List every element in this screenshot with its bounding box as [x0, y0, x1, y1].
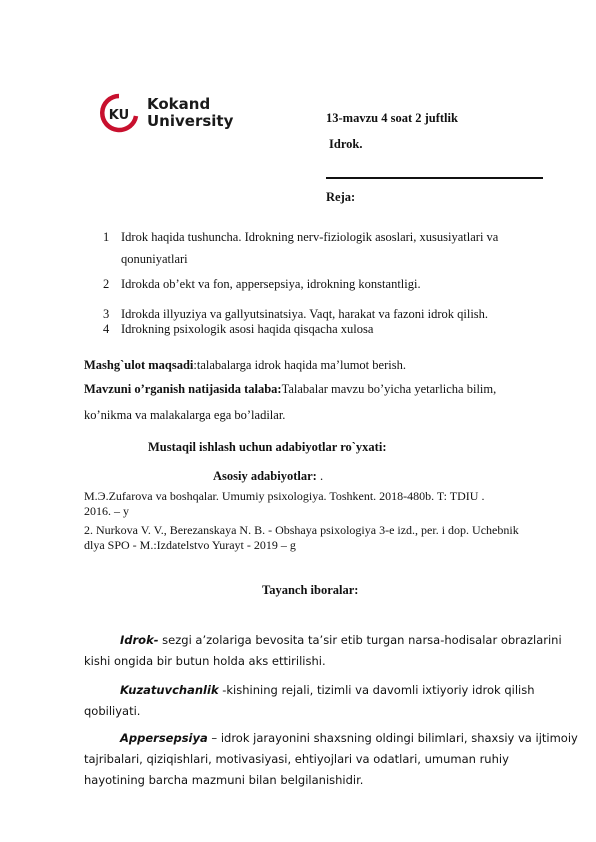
learning-result-line2: ko’nikma va malakalarga ega bo’ladilar. — [84, 408, 286, 422]
keywords-heading: Tayanch iboralar: — [262, 583, 359, 597]
keyword-definition: -kishining rejali, tizimli va davomli ixtiyoriy idrok qilish — [218, 683, 535, 697]
header-divider — [326, 177, 543, 179]
plan-number: 3 — [103, 307, 110, 321]
plan-number: 2 — [103, 277, 110, 291]
reference-1-line-1: M.Э.Zufarova va boshqalar. Umumiy psixologiya. Toshkent. 2018-480b. T: TDIU . — [84, 489, 485, 503]
logo-mark: KU — [108, 108, 130, 123]
topic-line: 13-mavzu 4 soat 2 juftlik — [326, 111, 458, 125]
main-literature-heading: Asosiy adabiyotlar: . — [213, 469, 324, 483]
keyword-idrok: Idrok- sezgi a’zolariga bevosita ta’sir etib turgan narsa-hodisalar obrazlarini kishi ongida bir butun holda aks ettirilishi. — [84, 633, 562, 668]
lesson-goal — [84, 355, 406, 375]
logo-line-1: Kokand — [147, 95, 211, 113]
learning-result — [84, 379, 559, 399]
plan-text: Idrokda ob’ekt va fon, appersepsiya, idrokning konstantligi. — [121, 277, 421, 291]
result-text: Talabalar mavzu bo’yicha yetarlicha bilim, — [281, 382, 497, 396]
reference-2-line-1: 2. Nurkova V. V., Berezanskaya N. B. - Obshaya psixologiya 3-e izd., per. i dop. Uchebnik — [84, 523, 519, 537]
logo-line-2: University — [147, 112, 234, 130]
plan-number: 4 — [103, 322, 110, 336]
ku-logo-icon — [95, 92, 143, 134]
keyword-definition: sezgi a’zolariga bevosita ta’sir etib turgan narsa-hodisalar obrazlarini — [158, 633, 562, 647]
result-label: Mavzuni o’rganish natijasida talaba: — [84, 382, 282, 396]
goal-text: :talabalarga idrok haqida ma’lumot berish. — [193, 358, 406, 372]
logo-wordmark — [147, 96, 233, 130]
literature-heading: Mustaqil ishlash uchun adabiyotlar ro`yxati: — [148, 440, 387, 454]
keyword-term: Appersepsiya — [120, 731, 208, 745]
plan-item-2 — [0, 277, 596, 297]
plan-item-1 — [0, 230, 596, 250]
plan-label: Reja: — [326, 190, 356, 204]
plan-number: 1 — [103, 230, 110, 244]
page-title: Idrok. — [329, 137, 363, 151]
plan-text: Idrokda illyuziya va gallyutsinatsiya. Vaqt, harakat va fazoni idrok qilish. — [121, 307, 489, 321]
keyword-term: Kuzatuvchanlik — [120, 683, 219, 697]
plan-item-1-continued: qonuniyatlari — [121, 252, 188, 266]
plan-text: Idrok haqida tushuncha. Idrokning nerv-fiziologik asoslari, xususiyatlari va — [121, 230, 499, 244]
keyword-kuzatuvchanlik: Kuzatuvchanlik -kishining rejali, tizimli va davomli ixtiyoriy idrok qilish qobiliyati. — [84, 683, 535, 718]
goal-label: Mashg`ulot maqsadi — [84, 358, 194, 372]
reference-1-line-2: 2016. – y — [84, 504, 129, 518]
plan-item-4 — [0, 322, 596, 342]
reference-2 — [84, 523, 564, 553]
keyword-definition: – idrok jarayonini shaxsning oldingi bilimlari, shaxsiy va ijtimoiy — [207, 731, 578, 745]
reference-1 — [84, 489, 564, 519]
keyword-appersepsiya: Appersepsiya – idrok jarayonini shaxsning oldingi bilimlari, shaxsiy va ijtimoiy tajribalari, qiziqishlari, motivasiyasi, ehtiyojlari va odatlari, umuman ruhiy hayotining barcha mazmuni bilan belgilanishidir. — [84, 731, 578, 787]
reference-2-line-2: dlya SPO - M.:Izdatelstvo Yurayt - 2019 – g — [84, 538, 296, 552]
keyword-term: Idrok- — [120, 633, 159, 647]
plan-text: Idrokning psixologik asosi haqida qisqacha xulosa — [121, 322, 374, 336]
